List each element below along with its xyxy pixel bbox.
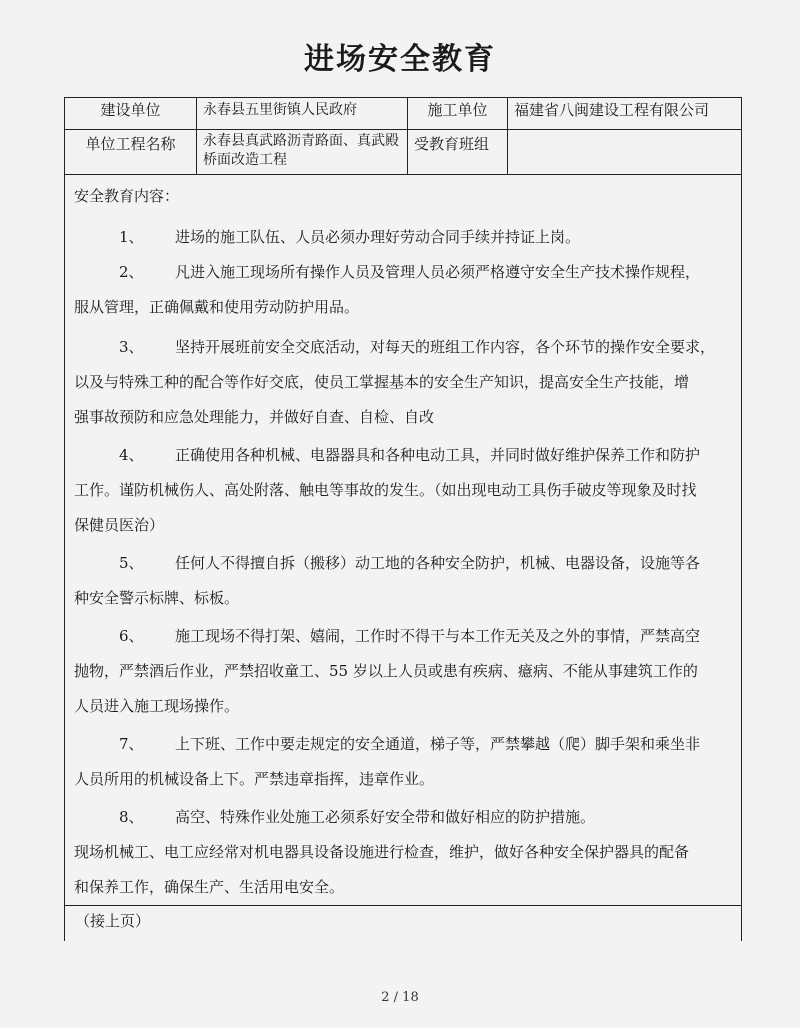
item-number: 4、 [119, 446, 144, 464]
item-continuation: 种安全警示标牌、标板。 [74, 589, 240, 607]
item-text: 凡进入施工现场所有操作人员及管理人员必须严格遵守安全生产技术操作规程， [175, 263, 701, 281]
item-text: 任何人不得擅自拆（搬移）动工地的各种安全防护，机械、电器设备，设施等各 [175, 554, 701, 572]
item-number: 1、 [119, 228, 144, 246]
info-table [65, 98, 741, 175]
item-number: 6、 [119, 627, 144, 645]
page-title: 进场安全教育 [304, 42, 496, 77]
project-label: 单位工程名称 [65, 130, 197, 175]
team-label: 受教育班组 [408, 130, 508, 175]
project-value: 永春县真武路沥青路面、真武殿桥面改造工程 [197, 130, 408, 175]
item-continuation: 强事故预防和应急处理能力，并做好自查、自检、自改 [74, 408, 435, 426]
item-continuation: 以及与特殊工种的配合等作好交底，使员工掌握基本的安全生产知识，提高安全生产技能，增 [74, 373, 690, 391]
list-item [74, 800, 732, 835]
item-text: 进场的施工队伍、人员必须办理好劳动合同手续并持证上岗。 [175, 228, 581, 246]
team-value [508, 130, 742, 175]
info-row [65, 98, 741, 130]
item-number: 8、 [119, 808, 144, 826]
extra-paragraph-line: 和保养工作，确保生产、生活用电安全。 [74, 878, 345, 896]
item-number: 7、 [119, 735, 144, 753]
item-continuation: 服从管理，正确佩戴和使用劳动防护用品。 [74, 298, 360, 316]
info-row [65, 130, 741, 175]
extra-paragraph-line: 现场机械工、电工应经常对机电器具设备设施进行检查，维护，做好各种安全保护器具的配备 [74, 843, 690, 861]
list-item [74, 255, 732, 290]
item-continuation: 人员所用的机械设备上下。严禁违章指挥，违章作业。 [74, 770, 435, 788]
item-text: 上下班、工作中要走规定的安全通道，梯子等，严禁攀越（爬）脚手架和乘坐非 [175, 735, 701, 753]
build-unit-label: 建设单位 [65, 98, 197, 130]
item-continuation: 保健员医治） [74, 516, 165, 534]
item-continuation: 工作。谨防机械伤人、高处附落、触电等事故的发生。（如出现电动工具伤手破皮等现象及时找 [74, 481, 697, 499]
item-text: 坚持开展班前安全交底活动，对每天的班组工作内容，各个环节的操作安全要求， [175, 338, 716, 356]
construct-unit-label: 施工单位 [408, 98, 508, 130]
item-text: 正确使用各种机械、电器器具和各种电动工具，并同时做好维护保养工作和防护 [175, 446, 701, 464]
list-item [74, 546, 732, 581]
item-continuation: 抛物，严禁酒后作业，严禁招收童工、55 岁以上人员或患有疾病、癔病、不能从事建筑工作的 [74, 662, 698, 680]
list-item [74, 727, 732, 762]
continuation-note: （接上页） [75, 912, 151, 930]
document-frame [64, 97, 742, 941]
list-item [74, 438, 732, 473]
item-text: 施工现场不得打架、嬉闹，工作时不得干与本工作无关及之外的事情，严禁高空 [175, 627, 701, 645]
section-divider [65, 905, 741, 906]
page-number: 2 / 18 [381, 990, 419, 1005]
build-unit-value: 永春县五里街镇人民政府 [197, 98, 408, 130]
list-item [74, 330, 732, 365]
item-continuation: 人员进入施工现场操作。 [74, 697, 240, 715]
item-number: 3、 [119, 338, 144, 356]
list-item [74, 220, 732, 255]
item-text: 高空、特殊作业处施工必须系好安全带和做好相应的防护措施。 [175, 808, 596, 826]
construct-unit-value: 福建省八闽建设工程有限公司 [508, 98, 742, 130]
item-number: 2、 [119, 263, 144, 281]
list-item [74, 619, 732, 654]
content-heading: 安全教育内容： [74, 187, 180, 205]
item-number: 5、 [119, 554, 144, 572]
